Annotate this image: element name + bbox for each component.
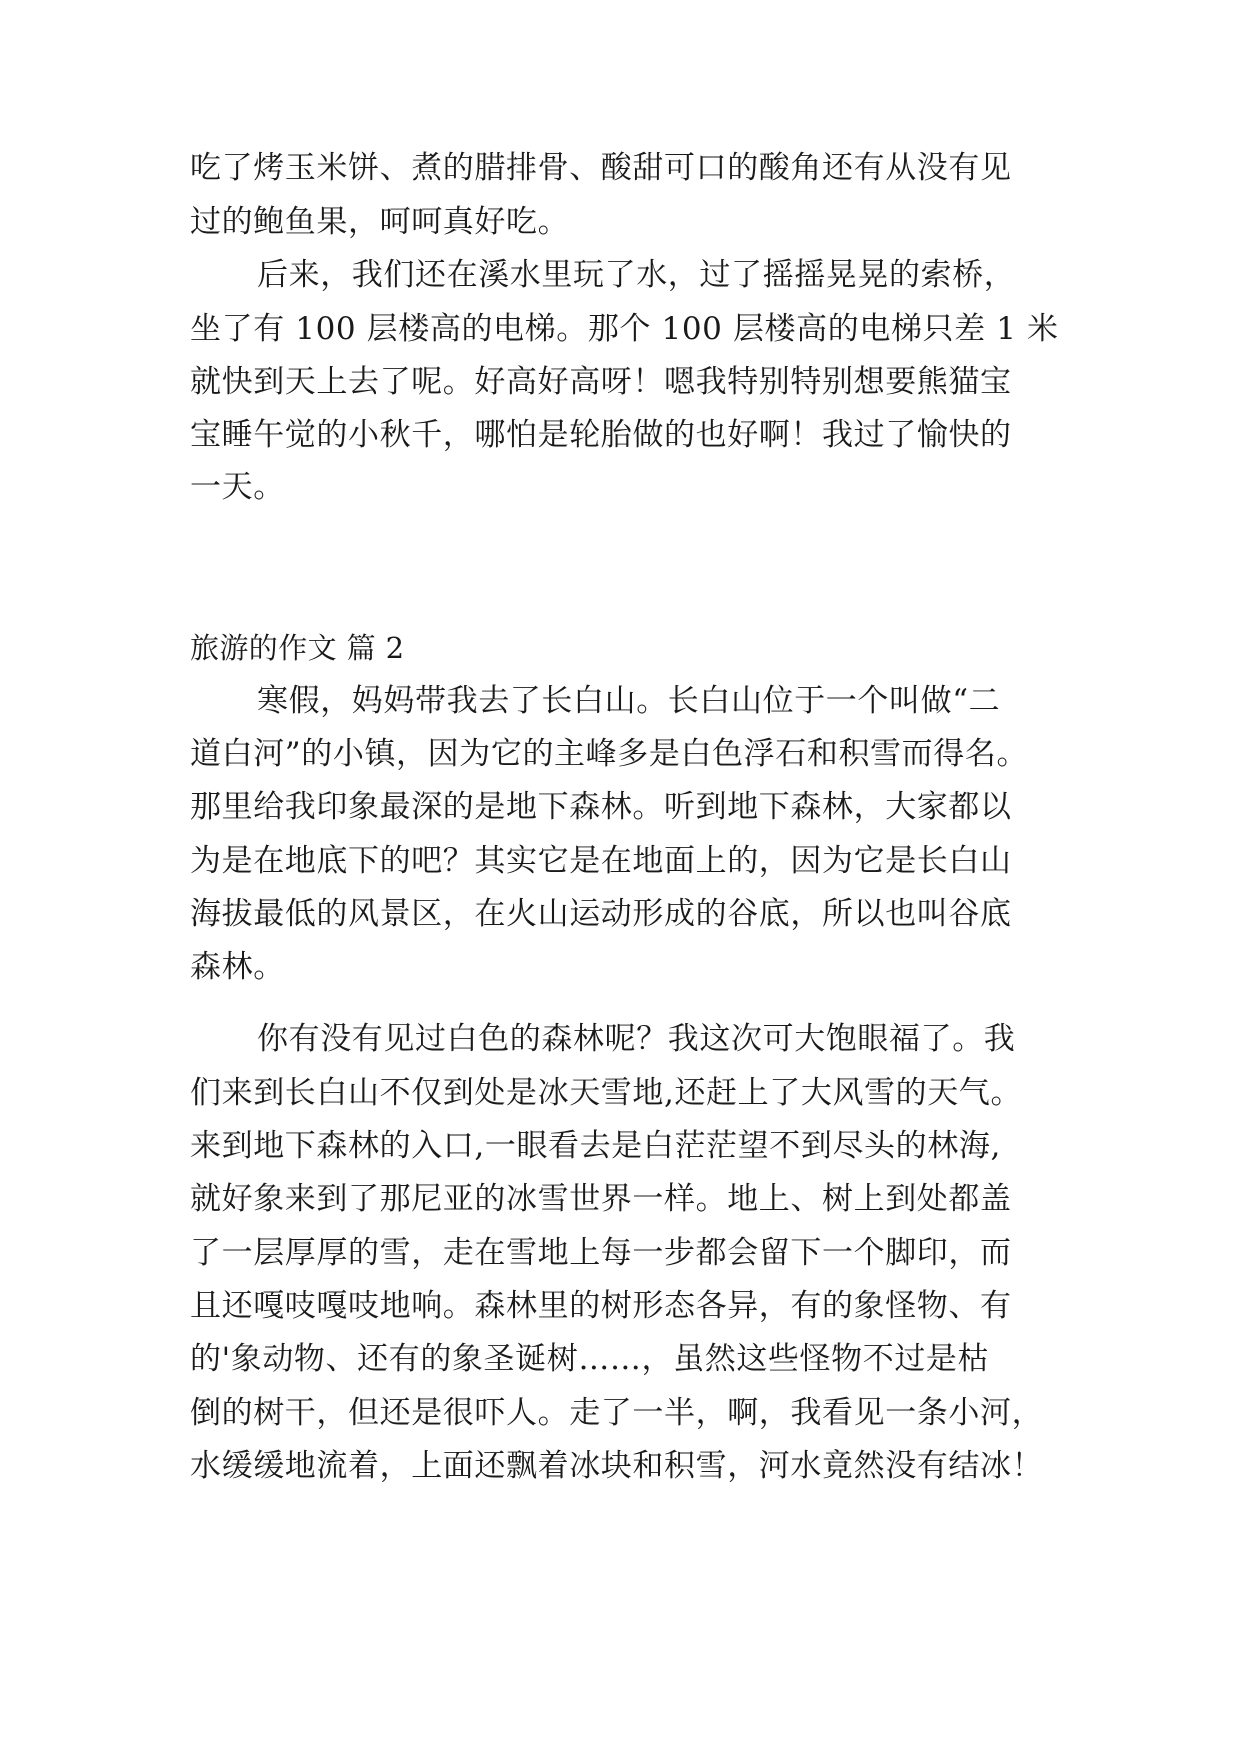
text-line: 那里给我印象最深的是地下森林。听到地下森林，大家都以 <box>190 789 1012 825</box>
text-line: 就好象来到了那尼亚的冰雪世界一样。地上、树上到处都盖 <box>190 1181 1012 1217</box>
text-line: 海拔最低的风景区，在火山运动形成的谷底，所以也叫谷底 <box>190 896 1012 932</box>
text-line: 了一层厚厚的雪，走在雪地上每一步都会留下一个脚印，而 <box>190 1235 1012 1271</box>
text-line: 来到地下森林的入口,一眼看去是白茫茫望不到尽头的林海, <box>190 1128 1001 1164</box>
text-line: 道白河”的小镇，因为它的主峰多是白色浮石和积雪而得名。 <box>190 736 1029 772</box>
text-line: 水缓缓地流着，上面还飘着冰块和积雪，河水竟然没有结冰！ <box>190 1448 1044 1484</box>
text-line: 倒的树干，但还是很吓人。走了一半，啊，我看见一条小河， <box>190 1395 1044 1431</box>
text-line: 吃了烤玉米饼、煮的腊排骨、酸甜可口的酸角还有从没有见 <box>190 150 1012 186</box>
text-line: 后来，我们还在溪水里玩了水，过了摇摇晃晃的索桥， <box>257 257 1016 293</box>
section-title: 旅游的作文 篇 2 <box>190 631 405 665</box>
text-line: 森林。 <box>190 949 285 985</box>
text-line: 宝睡午觉的小秋千，哪怕是轮胎做的也好啊！我过了愉快的 <box>190 417 1012 453</box>
text-line: 一天。 <box>190 469 285 505</box>
text-line: 们来到长白山不仅到处是冰天雪地,还赶上了大风雪的天气。 <box>190 1075 1023 1111</box>
text-line: 且还嘎吱嘎吱地响。森林里的树形态各异，有的象怪物、有 <box>190 1288 1012 1324</box>
text-line: 你有没有见过白色的森林呢？我这次可大饱眼福了。我 <box>257 1021 1016 1057</box>
text-line: 坐了有 100 层楼高的电梯。那个 100 层楼高的电梯只差 1 米 <box>190 311 1059 347</box>
text-line: 就快到天上去了呢。好高好高呀！嗯我特别特别想要熊猫宝 <box>190 364 1012 400</box>
text-line: 为是在地底下的吧？其实它是在地面上的，因为它是长白山 <box>190 843 1012 879</box>
text-line: 的'象动物、还有的象圣诞树……，虽然这些怪物不过是枯 <box>190 1341 990 1377</box>
text-line: 寒假，妈妈带我去了长白山。长白山位于一个叫做“二 <box>257 683 1001 719</box>
text-line: 过的鲍鱼果，呵呵真好吃。 <box>190 204 570 240</box>
